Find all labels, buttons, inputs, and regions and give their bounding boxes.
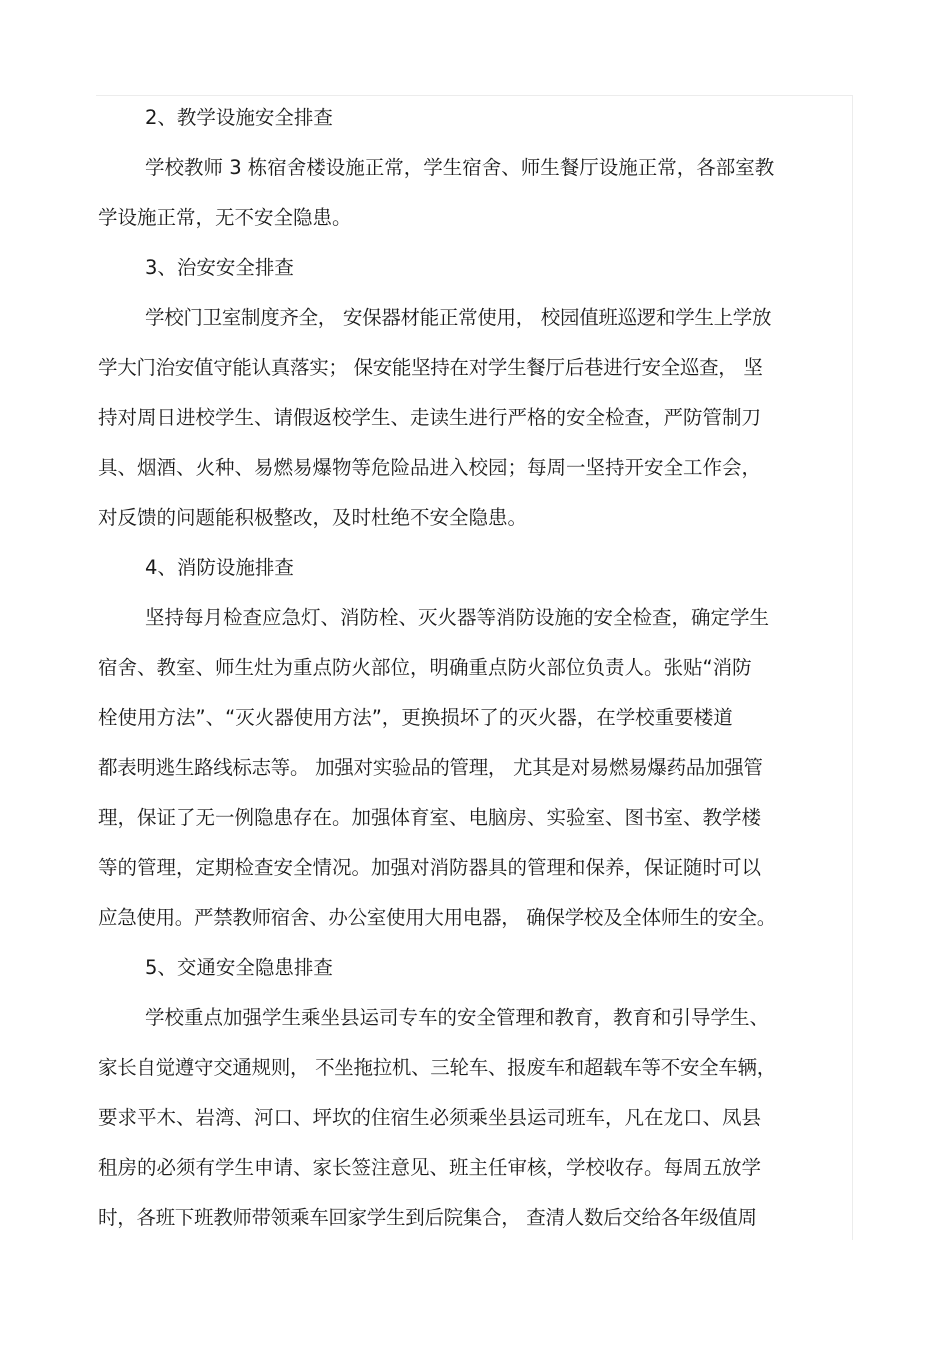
paragraph-line: 学校门卫室制度齐全， 安保器材能正常使用， 校园值班巡逻和学生上学放 xyxy=(145,306,772,329)
paragraph-line: 持对周日进校学生、请假返校学生、走读生进行严格的安全检查，严防管制刀 xyxy=(98,406,762,429)
section-heading-teaching-facilities: 2、教学设施安全排查 xyxy=(145,106,333,129)
paragraph-line: 具、烟酒、火种、易燃易爆物等危险品进入校园；每周一坚持开安全工作会， xyxy=(98,456,762,479)
paragraph-line: 学设施正常，无不安全隐患。 xyxy=(98,206,352,229)
paragraph-line: 等的管理，定期检查安全情况。加强对消防器具的管理和保养，保证随时可以 xyxy=(98,856,762,879)
paragraph-line: 宿舍、教室、师生灶为重点防火部位，明确重点防火部位负责人。张贴“消防 xyxy=(98,656,752,679)
paragraph-line: 时，各班下班教师带领乘车回家学生到后院集合， 查清人数后交给各年级值周 xyxy=(98,1206,757,1229)
page-top-rule xyxy=(96,95,853,96)
paragraph-line: 租房的必须有学生申请、家长签注意见、班主任审核，学校收存。每周五放学 xyxy=(98,1156,762,1179)
paragraph-line: 要求平木、岩湾、河口、坪坎的住宿生必须乘坐县运司班车，凡在龙口、凤县 xyxy=(98,1106,762,1129)
section-heading-fire-facilities: 4、消防设施排查 xyxy=(145,556,294,579)
paragraph-line: 坚持每月检查应急灯、消防栓、灭火器等消防设施的安全检查，确定学生 xyxy=(145,606,770,629)
paragraph-line: 学校教师 3 栋宿舍楼设施正常，学生宿舍、师生餐厅设施正常，各部室教 xyxy=(145,156,775,179)
paragraph-line: 应急使用。严禁教师宿舍、办公室使用大用电器， 确保学校及全体师生的安全。 xyxy=(98,906,776,929)
page-right-rule xyxy=(852,95,853,1240)
section-heading-traffic-safety: 5、交通安全隐患排查 xyxy=(145,956,333,979)
paragraph-line: 理，保证了无一例隐患存在。加强体育室、电脑房、实验室、图书室、教学楼 xyxy=(98,806,762,829)
paragraph-line: 栓使用方法”、“灭火器使用方法”，更换损坏了的灭火器，在学校重要楼道 xyxy=(98,706,733,729)
paragraph-line: 对反馈的问题能积极整改，及时杜绝不安全隐患。 xyxy=(98,506,528,529)
paragraph-line: 学大门治安值守能认真落实； 保安能坚持在对学生餐厅后巷进行安全巡查， 坚 xyxy=(98,356,763,379)
paragraph-line: 学校重点加强学生乘坐县运司专车的安全管理和教育，教育和引导学生、 xyxy=(145,1006,770,1029)
paragraph-line: 都表明逃生路线标志等。 加强对实验品的管理， 尤其是对易燃易爆药品加强管 xyxy=(98,756,763,779)
paragraph-line: 家长自觉遵守交通规则， 不坐拖拉机、三轮车、报废车和超载车等不安全车辆， xyxy=(98,1056,776,1079)
section-heading-security: 3、治安安全排查 xyxy=(145,256,294,279)
